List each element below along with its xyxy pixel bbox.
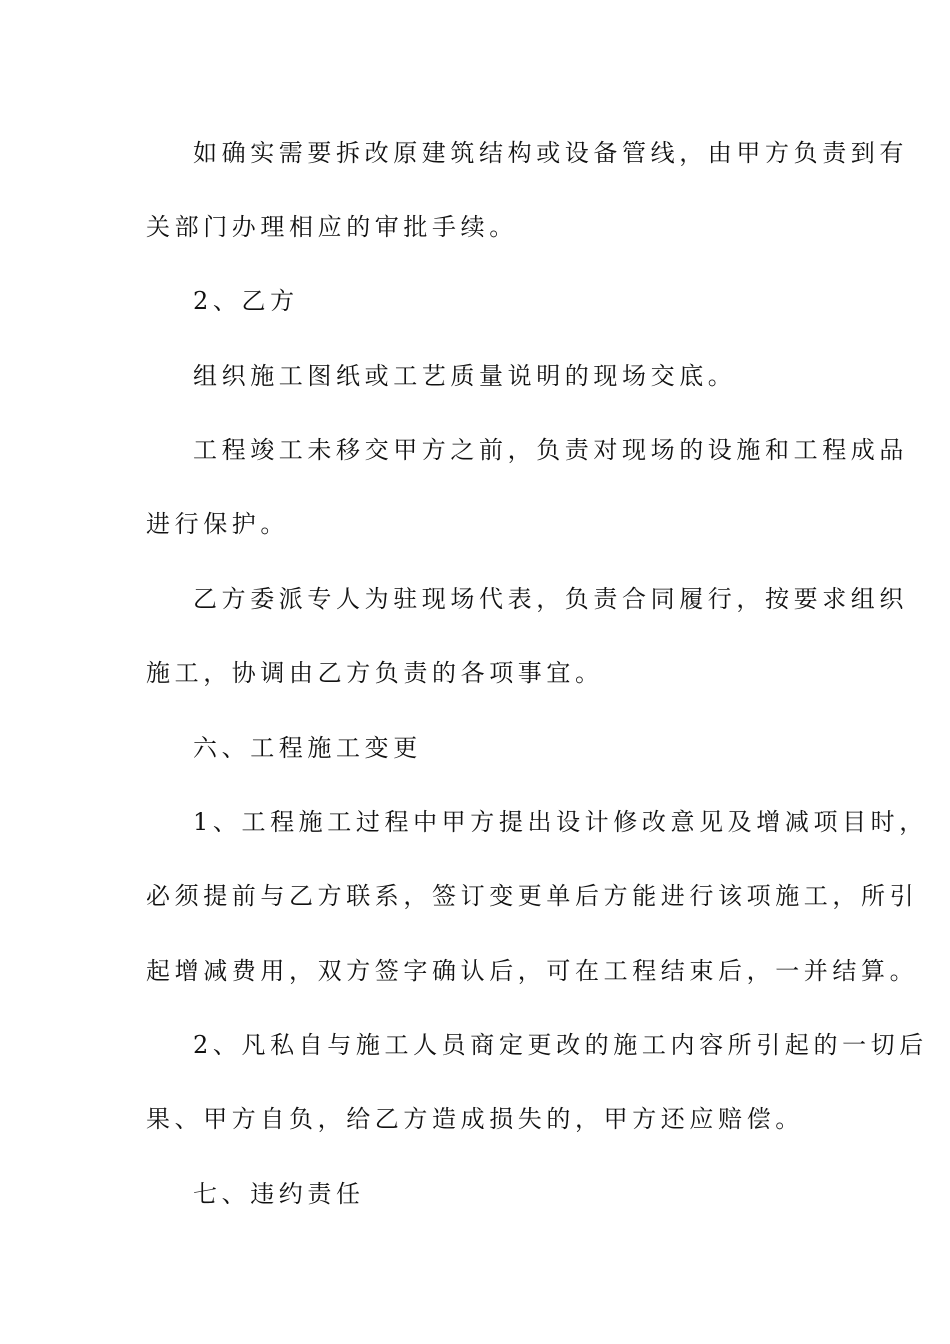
paragraph-1-line-2: 关部门办理相应的审批手续。: [146, 213, 518, 241]
paragraph-7-line-1: 1、工程施工过程中甲方提出设计修改意见及增减项目时，: [193, 808, 928, 836]
paragraph-5-line-2: 施工，协调由乙方负责的各项事宜。: [146, 659, 604, 687]
paragraph-4-line-2: 进行保护。: [146, 510, 289, 538]
paragraph-8-line-2: 果、甲方自负，给乙方造成损失的，甲方还应赔偿。: [146, 1105, 804, 1133]
paragraph-7-line-3: 起增减费用，双方签字确认后，可在工程结束后，一并结算。: [146, 957, 919, 985]
section-heading-7: 七、违约责任: [193, 1180, 365, 1208]
paragraph-7-line-2: 必须提前与乙方联系，签订变更单后方能进行该项施工，所引: [146, 882, 919, 910]
paragraph-3-line-1: 组织施工图纸或工艺质量说明的现场交底。: [193, 362, 737, 390]
section-heading-6: 六、工程施工变更: [193, 734, 422, 762]
paragraph-4-line-1: 工程竣工未移交甲方之前，负责对现场的设施和工程成品: [193, 436, 908, 464]
paragraph-5-line-1: 乙方委派专人为驻现场代表，负责合同履行，按要求组织: [193, 585, 908, 613]
paragraph-8-line-1: 2、凡私自与施工人员商定更改的施工内容所引起的一切后: [193, 1031, 928, 1059]
paragraph-1-line-1: 如确实需要拆改原建筑结构或设备管线，由甲方负责到有: [193, 139, 908, 167]
section-heading-party-b: 2、乙方: [193, 287, 299, 315]
